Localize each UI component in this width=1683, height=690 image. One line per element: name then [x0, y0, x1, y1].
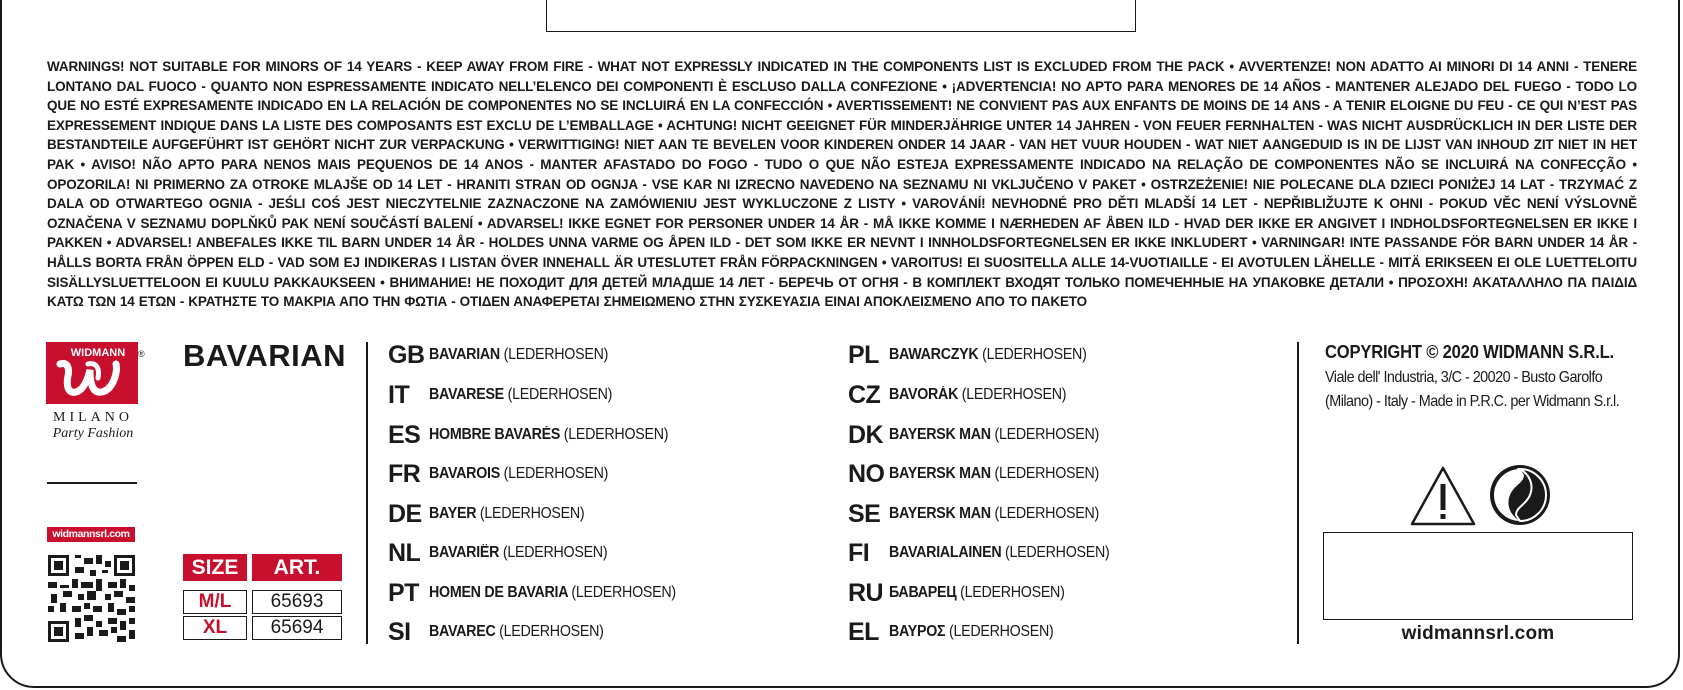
lang-paren: (LEDERHOSEN) — [571, 584, 676, 601]
lang-name: BAVAREC — [429, 623, 496, 640]
qr-code-icon — [48, 555, 135, 642]
lang-row — [848, 578, 1080, 608]
size-cell: M/L — [183, 590, 247, 614]
lang-row — [388, 578, 697, 608]
lang-paren: (LEDERHOSEN) — [994, 426, 1099, 443]
product-title: BAVARIAN — [183, 338, 347, 373]
lang-name: BAYERSK MAN — [889, 505, 991, 522]
lang-code: FR — [388, 459, 421, 488]
lang-paren: (LEDERHOSEN) — [502, 544, 608, 561]
lang-name: HOMEN DE BAVARIA — [429, 584, 568, 601]
lang-row — [388, 499, 598, 529]
lang-code: GB — [388, 340, 425, 369]
lang-name: BAVORÁK — [889, 386, 959, 403]
warning-triangle-icon — [1410, 466, 1476, 526]
lang-code: IT — [388, 380, 410, 409]
lang-row — [388, 340, 624, 370]
lang-name: BAYERSK MAN — [889, 426, 991, 443]
lang-row — [388, 617, 619, 647]
logo-tagline: Party Fashion — [52, 426, 134, 441]
divider-right — [1297, 342, 1299, 644]
lang-paren: (LEDERHOSEN) — [960, 584, 1065, 601]
lang-name: BAVARIAN — [429, 346, 500, 363]
lang-code: RU — [848, 578, 884, 607]
lang-row — [848, 340, 1104, 370]
lang-row — [848, 499, 1117, 529]
divider-left — [366, 342, 368, 644]
top-box — [546, 0, 1136, 32]
lang-code: FI — [848, 538, 870, 567]
lang-code: ES — [388, 420, 421, 449]
lang-name: ΒΑΥΡΟΣ — [889, 623, 946, 640]
website-text: widmannsrl.com — [1401, 623, 1555, 644]
lang-paren: (LEDERHOSEN) — [499, 623, 604, 640]
lang-paren: (LEDERHOSEN) — [479, 505, 585, 522]
lang-paren: (LEDERHOSEN) — [563, 426, 669, 443]
lang-paren: (LEDERHOSEN) — [507, 386, 613, 403]
address-line-2: (Milano) - Italy - Made in P.R.C. per Widmann S.r.l. — [1325, 393, 1620, 410]
lang-code: DE — [388, 499, 422, 528]
site-badge: widmannsrl.com — [47, 527, 135, 542]
lang-row — [388, 380, 628, 410]
art-header: ART. — [252, 554, 342, 581]
lang-paren: (LEDERHOSEN) — [1005, 544, 1110, 561]
lang-row — [388, 538, 623, 568]
lang-row — [848, 420, 1117, 450]
address-line-1: Viale dell' Industria, 3/C - 20020 - Busto Garolfo — [1325, 369, 1603, 386]
lang-paren: (LEDERHOSEN) — [503, 465, 609, 482]
lang-paren: (LEDERHOSEN) — [994, 465, 1099, 482]
lang-paren: (LEDERHOSEN) — [503, 346, 609, 363]
lang-paren: (LEDERHOSEN) — [949, 623, 1054, 640]
lang-name: HOMBRE BAVARÉS — [429, 426, 561, 443]
lang-name: BAVARIËR — [429, 544, 500, 561]
lang-code: CZ — [848, 380, 881, 409]
lang-row — [848, 459, 1117, 489]
lang-name: BAVAROIS — [429, 465, 500, 482]
lang-code: DK — [848, 420, 884, 449]
copyright-text: COPYRIGHT © 2020 WIDMANN S.R.L. — [1325, 342, 1614, 362]
lang-code: PL — [848, 340, 879, 369]
lang-row — [848, 380, 1082, 410]
lang-row — [388, 420, 689, 450]
lang-code: NL — [388, 538, 421, 567]
size-header: SIZE — [183, 554, 247, 581]
lang-name: BAVARIALAINEN — [889, 544, 1002, 561]
lang-name: BAYER — [429, 505, 477, 522]
logo-brand-text: WIDMANN — [70, 347, 126, 359]
lang-paren: (LEDERHOSEN) — [982, 346, 1087, 363]
lang-name: BAYERSK MAN — [889, 465, 991, 482]
lang-row — [848, 617, 1068, 647]
art-cell: 65694 — [252, 616, 342, 640]
lang-code: NO — [848, 459, 885, 488]
bottom-box — [1323, 532, 1633, 620]
green-dot-recycle-icon — [1488, 463, 1552, 527]
registered-mark: ® — [138, 349, 145, 359]
size-cell: XL — [183, 616, 247, 640]
lang-row — [848, 538, 1129, 568]
lang-name: BAVARESE — [429, 386, 504, 403]
art-cell: 65693 — [252, 590, 342, 614]
logo-city: MILANO — [53, 410, 133, 425]
warnings-text: WARNINGS! NOT SUITABLE FOR MINORS OF 14 YEARS - KEEP AWAY FROM FIRE - WHAT NOT EXPRESSLY INDICATED IN THE COMPONENTS LIST IS EXCLUDED FROM THE PACK • AVVERTENZE! NON ADATTO AI MINORI DI 14 ANNI - TENERE LONTANO DAL FUOCO - QUANTO NON ESPRESSAMENTE INDICATO NELL’ELENCO DEI COMPONENTI È ESCLUSO DALLA CONFEZIONE • ¡ADVERTENCIA! NO APTO PARA MENORES DE 14 AÑOS - MANTENER ALEJADO DEL FUEGO - TODO LO QUE NO ESTÉ EXPRESAMENTE INDICADO EN LA RELACIÓN DE COMPONENTES NO SE INCLUIRÁ EN LA CONFECCIÓN • AVERTISSEMENT! NE CONVIENT PAS AUX ENFANTS DE MOINS DE 14 ANS - A TENIR ELOIGNE DU FEU - CE QUI N’EST PAS EXPRESSEMENT INDIQUE DANS LA LISTE DES COMPOSANTS EST EXCLU DE L’EMBALLAGE • ACHTUNG! NICHT GEEIGNET FÜR MINDERJÄHRIGE UNTER 14 JAHREN - VON FEUER FERNHALTEN - WAS NICHT AUSDRÜCKLICH IN DER LISTE DER BESTANDTEILE AUFGEFÜHRT IST GEHÖRT NICHT ZUR VERPACKUNG • VERWITTIGING! NIET AAN TE BEVELEN VOOR KINDEREN ONDER 14 JAAR - VAN HET VUUR HOUDEN - WAT NIET AANGEDUID IS IN DE LIJST VAN INHOUD ZIT NIET IN HET PAK • AVISO! NÃO APTO PARA NENOS MAIS PEQUENOS DE 14 ANOS - MANTER AFASTADO DO FOGO - TUDO O QUE NÃO ESTEJA EXPRESSAMENTE INDICADO NA RELAÇÃO DE COMPONENTES NÃO SE INCLUIRÁ NA CONFECÇÃO • OPOZORILA! NI PRIMERNO ZA OTROKE MLAJŠE OD 14 LET - HRANITI STRAN OD OGNJA - VSE KAR NI IZRECNO NAVEDENO NA SEZNAMU NI VKLJUČENO V PAKET • OSTRZEŻENIE! NIE POLECANE DLA DZIECI PONIŻEJ 14 LAT - TRZYMAĆ Z DALA OD OTWARTEGO OGNIA - JEŚLI COŚ JEST NIECZYTELNIE ZAZNACZONE NA ZAMÓWIENIU JEST WYKLUCZONE Z LISTY • VAROVÁNÍ! NEVHODNÉ PRO DĚTI MLADŠÍ 14 LET - NEPŘIBLIŽUJTE K OHNI - POKUD VĚC NENÍ VÝSLOVNĚ OZNAČENA V SEZNAMU DOPLŇKŮ PAK NENÍ SOUČÁSTÍ BALENÍ • ADVARSEL! IKKE EGNET FOR PERSONER UNDER 14 ÅR - MÅ IKKE KOMME I NÆRHEDEN AF ÅBEN ILD - HVAD DER IKKE ER ANGIVET I INDHOLDSFORTEGNELSEN ER IKKE I PAKKEN • ADVARSEL! ANBEFALES IKKE TIL BARN UNDER 14 ÅR - HOLDES UNNA VARME OG ÅPEN ILD - DET SOM IKKE ER NEVNT I INNHOLDSFORTEGNELSEN ER IKKE INKLUDERT • VARNINGAR! INTE PASSANDE FÖR BARN UNDER 14 ÅR - HÅLLS BORTA FRÅN ÖPPEN ELD - VAD SOM EJ INDIKERAS I LISTAN ÖVER INNEHALL ÄR UTESLUTET FRÅN FÖRPACKNINGEN • VAROITUS! EI SUOSITELLA ALLE 14-VUOTIAILLE - EI AVOTULEN LÄHELLE - MITÄ ERIKSEEN EI OLE LUETTELOITU SISÄLLYSLUETTELOON EI KUULU PAKKAUKSEEN • ВНИМАНИЕ! НЕ ПОХОДИТ ДЛЯ ДЕТЕЙ МЛАДШЕ 14 ЛЕТ - БЕРЕЧЬ ОТ ОГНЯ - В КОМПЛЕКТ ВХОДЯТ ТОЛЬКО ПОМЕЧЕННЫЕ НА УПАКОВКЕ ДЕТАЛИ • ΠΡΟΣΟΧΗ! ΑΚΑΤΑΛΛΗΛΟ ΠΑ ΠΑΙΔΙΔ ΚΑΤΩ ΤΩΝ 14 ΕΤΩΝ - ΚΡΑΤΗΣΤΕ ΤΟ ΜΑΚΡΙΑ ΑΠΟ ΤΗΝ ΦΩΤΙΑ - ΟΤΙΔΕΝ ΑΝΑΦΕΡΕΤΑΙ ΣΗΜΕΙΩΜΕΝΟ ΣΤΗΝ ΣΥΣΚΕΥΑΣΙΑ ΕΙΝΑΙ ΑΠΟΚΛΕΙΣΜΕΝΟ ΑΠΟ ΤΟ ΠΑΚΕΤΟ — [47, 59, 1637, 310]
lang-name: БАВАРЕЦ — [889, 584, 957, 601]
lang-paren: (LEDERHOSEN) — [994, 505, 1099, 522]
lang-row — [388, 459, 624, 489]
lang-code: PT — [388, 578, 419, 607]
logo-divider — [47, 482, 137, 484]
lang-code: SE — [848, 499, 881, 528]
lang-paren: (LEDERHOSEN) — [961, 386, 1067, 403]
lang-code: EL — [848, 617, 879, 646]
lang-code: SI — [388, 617, 411, 646]
lang-name: BAWARCZYK — [889, 346, 979, 363]
